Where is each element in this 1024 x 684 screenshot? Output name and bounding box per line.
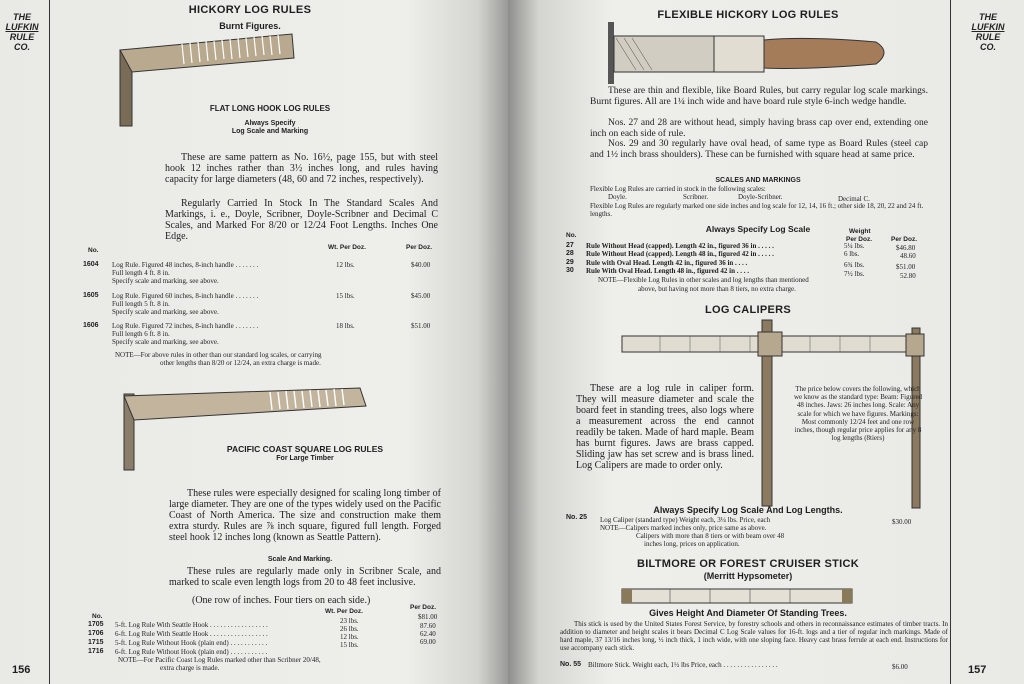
pacific-title: PACIFIC COAST SQUARE LOG RULES bbox=[226, 444, 384, 454]
pacific-subtitle: For Large Timber bbox=[276, 455, 334, 462]
biltmore-title: BILTMORE OR FOREST CRUISER STICK bbox=[636, 558, 860, 570]
flexible-log-rule-illustration bbox=[606, 22, 896, 84]
item-description: Rule with Oval Head. Length 42 in., figured 36 in . . . . bbox=[586, 259, 748, 267]
item-length: Full length 4 ft. 8 in. bbox=[112, 269, 170, 277]
item-price: 52.80 bbox=[900, 272, 916, 280]
scale-doyle: Doyle. bbox=[608, 193, 627, 201]
scale-decimal-c: Decimal C. bbox=[838, 195, 870, 203]
item-weight: 6 lbs. bbox=[844, 250, 860, 258]
page-subtitle: Burnt Figures. bbox=[219, 21, 281, 31]
note-line: above, but having not more than 8 tiers, no extra charge. bbox=[638, 285, 796, 293]
note-line: NOTE—Flexible Log Rules in other scales and log lengths than mentioned bbox=[598, 276, 809, 284]
item-price: $51.00 bbox=[411, 322, 431, 330]
item-price: 87.60 bbox=[420, 622, 436, 630]
logo-line: CO. bbox=[13, 42, 30, 52]
item-weight: 6¾ lbs. bbox=[844, 261, 865, 269]
col-header-no: No. bbox=[92, 613, 103, 620]
lufkin-logo-left bbox=[2, 12, 42, 52]
logo-line: RULE bbox=[975, 32, 1001, 42]
note-line: NOTE—For Pacific Coast Log Rules marked other than Scribner 20/48, bbox=[118, 656, 321, 664]
item-weight: 7½ lbs. bbox=[844, 270, 865, 278]
item-weight: 15 lbs. bbox=[336, 292, 355, 300]
scale-doyle-scribner: Doyle-Scribner. bbox=[738, 193, 783, 201]
page-title: HICKORY LOG RULES bbox=[188, 4, 312, 16]
oval-head-description: Nos. 29 and 30 regularly have oval head, of same type as Board Rules (steel cap and 1½ inch brass shoulders). These can be furnished with square head at same price. bbox=[590, 139, 928, 160]
col-header-price: Per Doz. bbox=[406, 244, 433, 251]
item-description: Rule Without Head (capped). Length 42 in., figured 36 in . . . . . bbox=[586, 242, 774, 250]
tiers-note: (One row of inches. Four tiers on each side.) bbox=[192, 595, 371, 606]
always-specify: Always Specify bbox=[244, 120, 296, 127]
item-number: 1715 bbox=[88, 639, 104, 646]
item-note: Specify scale and marking, see above. bbox=[112, 308, 219, 316]
note-line: Calipers with more than 8 tiers or with beam over 48 bbox=[636, 532, 785, 540]
item-number: 1705 bbox=[88, 621, 104, 628]
item-weight: 5¼ lbs. bbox=[844, 242, 865, 250]
item-price: $6.00 bbox=[892, 663, 908, 671]
item-price: $46.80 bbox=[896, 244, 916, 252]
item-price: $40.00 bbox=[411, 261, 431, 269]
page-number: 156 bbox=[12, 664, 31, 676]
logo-line: CO. bbox=[979, 42, 996, 52]
biltmore-stick-illustration bbox=[620, 585, 856, 607]
item-number: No. 25 bbox=[566, 514, 588, 521]
scale-description: These rules are regularly made only in Scribner Scale, and marked to scale even length logs from 20 to 48 feet inclusive. bbox=[169, 566, 441, 588]
item-price: 69.00 bbox=[420, 638, 436, 646]
item-weight: 26 lbs. bbox=[340, 625, 359, 633]
item-price: 48.60 bbox=[900, 252, 916, 260]
col-header-weight: Wt. Per Doz. bbox=[328, 244, 366, 251]
flat-rules-description: These are same pattern as No. 16½, page 155, but with steel hook 12 inches rather than 3½ inches long, and rules having capacity for large diameters (48, 60 and 72 inches, respectively). bbox=[165, 152, 438, 185]
item-price: 62.40 bbox=[420, 630, 436, 638]
gives-height-heading: Gives Height And Diameter Of Standing Trees. bbox=[649, 608, 847, 618]
scale-marking-heading: Scale And Marking. bbox=[267, 556, 333, 563]
no-head-description: Nos. 27 and 28 are without head, simply having brass cap over end, extending one inch on each side of rule. bbox=[590, 118, 928, 139]
item-note: Specify scale and marking, see above. bbox=[112, 338, 219, 346]
calipers-title: LOG CALIPERS bbox=[704, 304, 792, 316]
logo-line: THE bbox=[979, 12, 997, 22]
item-length: Full length 6 ft. 8 in. bbox=[112, 330, 170, 338]
item-number: No. 55 bbox=[560, 661, 582, 668]
col-header-weight: Weight bbox=[849, 228, 871, 235]
note-line: NOTE—Calipers marked inches only, price same as above. bbox=[600, 524, 767, 532]
hook-log-rule-illustration bbox=[112, 30, 302, 130]
page-number: 157 bbox=[968, 664, 987, 676]
item-number: 1604 bbox=[83, 261, 99, 268]
col-header-price: Per Doz. bbox=[891, 236, 918, 243]
item-description: 6-ft. Log Rule Without Hook (plain end) . . . . . . . . . . . bbox=[115, 648, 268, 656]
item-price: $81.00 bbox=[418, 613, 438, 621]
note-line: NOTE—For above rules in other than our standard log scales, or carrying bbox=[115, 351, 322, 359]
col-header-no: No. bbox=[88, 247, 99, 254]
margin-rule bbox=[49, 0, 50, 684]
scales-marking: Flexible Log Rules are regularly marked one side inches and log scale for 12, 14, 16 ft.; other side 18, 20, 22 and 24 ft. lengths. bbox=[590, 202, 924, 218]
item-description: 5-ft. Log Rule With Seattle Hook . . . . . . . . . . . . . . . . . bbox=[115, 621, 268, 629]
item-number: 1716 bbox=[88, 648, 104, 655]
logo-line: LUFKIN bbox=[971, 22, 1005, 32]
logo-line: THE bbox=[13, 12, 31, 22]
left-page bbox=[0, 0, 508, 684]
item-description: Biltmore Stick. Weight each, 1½ lbs Price, each . . . . . . . . . . . . . . . . bbox=[588, 661, 778, 669]
item-description: Rule With Oval Head. Length 48 in., figured 42 in . . . . bbox=[586, 267, 749, 275]
right-page bbox=[508, 0, 1024, 684]
always-specify-heading: Always Specify Log Scale bbox=[705, 224, 811, 234]
caliper-description: These are a log rule in caliper form. They will measure diameter and scale the board feet in standing trees, also logs where a measurement across the end cannot readily be taken. Made of hard maple. Beam has burnt figures. Jaws are brass capped. Sliding jaw has set screw and is brass lined. Log Calipers are made to order only. bbox=[576, 383, 754, 471]
item-description: Log Rule. Figured 72 inches, 8-inch handle . . . . . . . bbox=[112, 322, 259, 330]
note-line: other lengths than 8/20 or 12/24, an extra charge is made. bbox=[160, 359, 321, 367]
lufkin-logo-right bbox=[968, 12, 1008, 52]
item-description: 6-ft. Log Rule With Seattle Hook . . . . . . . . . . . . . . . . . bbox=[115, 630, 268, 638]
col-header-weight: Wt. Per Doz. bbox=[325, 608, 363, 615]
logo-line: LUFKIN bbox=[5, 22, 39, 32]
note-line: extra charge is made. bbox=[160, 664, 220, 672]
item-weight: 12 lbs. bbox=[336, 261, 355, 269]
flexible-description: These are thin and flexible, like Board Rules, but carry regular log scale markings. Burnt figures. All are 1¼ inch wide and have board rule style 6-inch wedge handle. bbox=[590, 86, 928, 107]
item-description: Log Caliper (standard type) Weight each, 3¼ lbs. Price, each bbox=[600, 516, 771, 524]
caliper-standard-type: The price below covers the following, which we know as the standard type: Beam: Figured 48 inches. Jaws: 26 inches long. Scale: Any scale for which we have figures. Markings: Most commonly 12/24 feet and one row inches, though regular price applies for any 8 log lengths (8tiers) bbox=[793, 385, 923, 443]
item-number: 27 bbox=[566, 242, 574, 249]
flat-rules-title: FLAT LONG HOOK LOG RULES bbox=[209, 104, 331, 113]
item-price: $45.00 bbox=[411, 292, 431, 300]
item-number: 1606 bbox=[83, 322, 99, 329]
item-description: Rule Without Head (capped). Length 48 in., figured 42 in . . . . . bbox=[586, 250, 774, 258]
item-weight: 12 lbs. bbox=[340, 633, 359, 641]
item-description: Log Rule. Figured 60 inches, 8-inch handle . . . . . . . bbox=[112, 292, 259, 300]
col-header-price: Per Doz. bbox=[410, 604, 437, 611]
item-number: 30 bbox=[566, 267, 574, 274]
item-number: 28 bbox=[566, 250, 574, 257]
stock-description: Regularly Carried In Stock In The Standard Scales And Markings, i. e., Doyle, Scribner, Doyle-Scribner and Decimal C Scales, and Marked For 8/20 or 12/24 Foot Lengths. Inches One Edge. bbox=[165, 198, 438, 242]
pacific-description: These rules were especially designed for scaling long timber of large diameter. They are one of the types widely used on the Pacific Coast of North America. The size and construction make them extra sturdy. Rules are ⅞ inch square, figured full length. Forged steel hook 12 inches long (known as Seattle Pattern). bbox=[169, 488, 441, 543]
item-description: 5-ft. Log Rule Without Hook (plain end) . . . . . . . . . . . bbox=[115, 639, 268, 647]
logo-line: RULE bbox=[9, 32, 35, 42]
item-number: 1605 bbox=[83, 292, 99, 299]
item-description: Log Rule. Figured 48 inches, 8-inch handle . . . . . . . bbox=[112, 261, 259, 269]
margin-rule bbox=[950, 0, 951, 684]
col-header-perdoz: Per Doz. bbox=[846, 236, 873, 243]
always-specify-lengths: Always Specify Log Scale And Log Lengths. bbox=[653, 505, 843, 515]
item-number: 29 bbox=[566, 259, 574, 266]
item-note: Specify scale and marking, see above. bbox=[112, 277, 219, 285]
page-title: FLEXIBLE HICKORY LOG RULES bbox=[657, 9, 839, 21]
scale-scribner: Scribner. bbox=[683, 193, 709, 201]
scales-heading: SCALES AND MARKINGS bbox=[715, 177, 801, 184]
biltmore-subtitle: (Merritt Hypsometer) bbox=[703, 571, 793, 581]
item-weight: 18 lbs. bbox=[336, 322, 355, 330]
log-scale-marking: Log Scale and Marking bbox=[231, 128, 309, 135]
item-length: Full length 5 ft. 8 in. bbox=[112, 300, 170, 308]
col-header-no: No. bbox=[566, 232, 577, 239]
item-weight: 23 lbs. bbox=[340, 617, 359, 625]
note-line: inches long, prices on application. bbox=[644, 540, 740, 548]
biltmore-description: This stick is used by the United States Forest Service, by forestry schools and others in reconnaissance estimates of timber tracts. In addition to diameter and height scales it bears Decimal C Log Scale values for 16-ft. logs and a tier of regular inch markings. Made of hard maple, 37 13/16 inches long, ½ inch thick, 1 inch wide, with one sloping face. Heavy cast brass ferrule at each end. Instructions for use accompany each stick. bbox=[560, 620, 948, 652]
item-price: $51.00 bbox=[896, 263, 916, 271]
item-number: 1706 bbox=[88, 630, 104, 637]
scales-line: Flexible Log Rules are carried in stock in the following scales: bbox=[590, 185, 766, 193]
item-price: $30.00 bbox=[892, 518, 912, 526]
item-weight: 15 lbs. bbox=[340, 641, 359, 649]
